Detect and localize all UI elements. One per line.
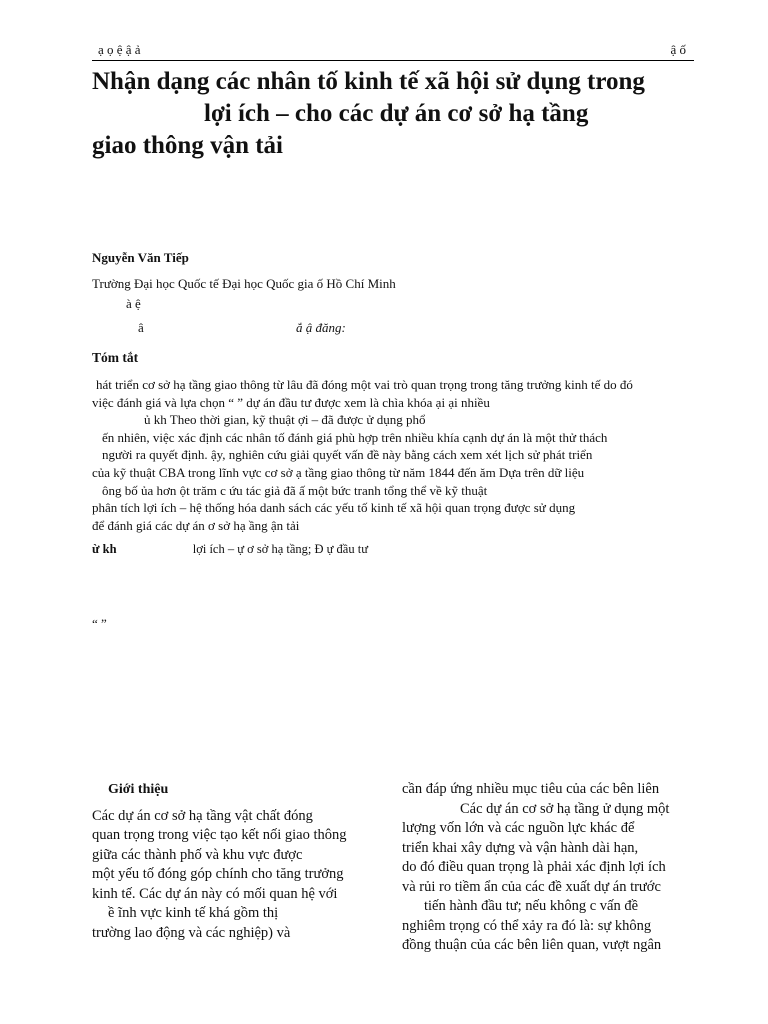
intro-left-column <box>92 780 386 943</box>
body-line: Các dự án cơ sở hạ tầng vật chất đóng <box>92 807 313 824</box>
abstract-line: phân tích lợi ích – hệ thống hóa danh sách các yếu tố kinh tế xã hội quan trọng được sử dụng <box>92 500 576 516</box>
body-line: cần đáp ứng nhiều mục tiêu của các bên liên <box>402 781 660 797</box>
title-line-1: Nhận dạng các nhân tố kinh tế xã hội sử dụng trong <box>92 68 645 95</box>
paper-title <box>92 66 696 162</box>
body-line: tiến hành đầu tư; nếu không c vấn đề <box>424 898 639 914</box>
footnote-quote: “ ” <box>92 616 107 631</box>
body-line: do đó điều quan trọng là phải xác định lợi ích <box>402 859 666 875</box>
dates-fragment-right: ắ ậ đăng: <box>296 320 346 335</box>
body-line: nghiêm trọng có thể xảy ra đó là: sự không <box>402 917 652 934</box>
title-line-3: giao thông vận tải <box>92 132 284 159</box>
running-header-left: ạ ọ ệ ậ ả <box>98 42 141 57</box>
body-line: lượng vốn lớn và các nguồn lực khác để <box>402 820 635 836</box>
abstract-line: ến nhiên, việc xác định các nhân tố đánh giá phù hợp trên nhiều khía cạnh dự án là một thử thách <box>102 429 608 445</box>
abstract-line: ông bố ủa hơn ột trăm c ứu tác giả đã ấ một bức tranh tổng thể về kỹ thuật <box>102 482 488 498</box>
dates-fragment-left: â <box>138 320 144 335</box>
author-affiliation: Trường Đại học Quốc tế Đại học Quốc gia ố Hồ Chí Minh <box>92 276 396 291</box>
running-header-right: ậ ố <box>670 42 686 57</box>
body-line: triển khai xây dựng và vận hành dài hạn, <box>402 839 639 856</box>
body-line: quan trọng trong việc tạo kết nối giao thông <box>92 827 347 843</box>
author-name: Nguyễn Văn Tiếp <box>92 250 189 265</box>
body-line: và rủi ro tiềm ẩn của các đề xuất dự án trước <box>402 878 661 895</box>
body-line: Các dự án cơ sở hạ tầng ử dụng một <box>460 800 670 817</box>
title-line-2: lợi ích – cho các dự án cơ sở hạ tầng <box>204 100 589 127</box>
abstract-line: việc đánh giá và lựa chọn “ ” dự án đầu tư được xem là chìa khóa ại ại nhiều <box>92 394 490 410</box>
body-line: ề ĩnh vực kinh tế khá gồm thị <box>108 905 279 921</box>
abstract-line: người ra quyết định. ậy, nghiên cứu giải quyết vấn đề này bằng cách xem xét lịch sử phát triển <box>102 447 593 463</box>
abstract-body <box>92 376 696 534</box>
body-line: trường lao động và các nghiệp) và <box>92 924 291 941</box>
abstract-line: của kỹ thuật CBA trong lĩnh vực cơ sở ạ tầng giao thông từ năm 1844 đến ăm Dựa trên dữ liệu <box>92 464 585 480</box>
intro-right-column <box>402 780 696 956</box>
keywords <box>92 542 368 557</box>
body-line: đồng thuận của các bên liên quan, vượt ngân <box>402 937 662 953</box>
keywords-text: lợi ích – ự ơ sở hạ tầng; Đ ự đầu tư <box>192 542 368 556</box>
body-line: một yếu tố đóng góp chính cho tăng trưởng <box>92 866 344 882</box>
keywords-label: ừ kh <box>92 542 117 556</box>
affiliation-fragment: à ệ <box>126 296 141 311</box>
abstract-line: ủ kh Theo thời gian, kỹ thuật ợi – đã được ử dụng phổ <box>144 412 426 428</box>
body-line: kinh tế. Các dự án này có mối quan hệ với <box>92 885 338 902</box>
abstract-line: hát triển cơ sở hạ tầng giao thông từ lâu đã đóng một vai trò quan trọng trong tăng trưởng kinh tế do đó <box>96 377 633 392</box>
running-header <box>92 40 694 61</box>
intro-heading: Giới thiệu <box>108 782 169 797</box>
abstract-line: để đánh giá các dự án ơ sở hạ ầng ận tải <box>92 517 300 533</box>
body-line: giữa các thành phố và khu vực được <box>92 846 303 863</box>
abstract-heading: Tóm tắt <box>92 350 139 365</box>
